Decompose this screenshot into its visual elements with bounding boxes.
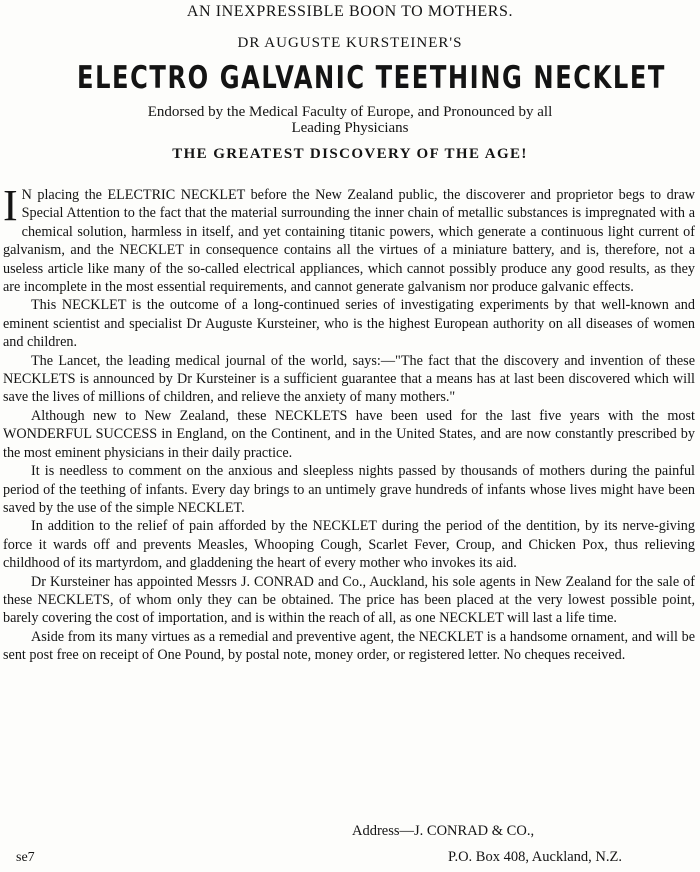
address-line-2: P.O. Box 408, Auckland, N.Z. [448, 849, 622, 865]
endorsement-line-1: Endorsed by the Medical Faculty of Europe, and Pronounced by all [147, 104, 553, 120]
ad-code: se7 [16, 850, 35, 865]
paragraph-2: This NECKLET is the outcome of a long-continued series of investigating experiments by that well-known and eminent scientist and specialist Dr Auguste Kursteiner, who is the highest European authority on all diseases of women and children. [3, 297, 695, 351]
address-line-1: Address—J. CONRAD & CO., [352, 823, 535, 839]
ad-endorsement [0, 104, 700, 136]
ad-tagline: THE GREATEST DISCOVERY OF THE AGE! [172, 146, 528, 162]
paragraph-5: It is needless to comment on the anxious and sleepless nights passed by thousands of mothers during the painful period of the teething of infants. Every day brings to an untimely grave hundreds of infants whose lives might have been saved by the use of the simple NECKLET. [3, 463, 695, 516]
ad-kicker: AN INEXPRESSIBLE BOON TO MOTHERS. [186, 3, 514, 20]
ad-byline: DR AUGUSTE KURSTEINER'S [237, 35, 463, 51]
paragraph-6: In addition to the relief of pain afforded by the NECKLET during the period of the dentition, by its nerve-giving force it wards off and prevents Measles, Whooping Cough, Scarlet Fever, Croup, and Chicken Pox, thus relieving childhood of its martyrdom, and gladdening the heart of every mother who invokes its aid. [3, 518, 695, 572]
paragraph-1 [3, 181, 695, 296]
paragraph-8: Aside from its many virtues as a remedial and preventive agent, the NECKLET is a handsome ornament, and will be sent post free on receipt of One Pound, by postal note, money order, or registered letter. No cheques received. [3, 628, 695, 664]
endorsement-line-2: Leading Physicians [291, 120, 409, 136]
ad-title: ELECTRO GALVANIC TEETHING NECKLET [77, 60, 666, 96]
paragraph-4: Although new to New Zealand, these NECKLETS have been used for the last five years with the most WONDERFUL SUCCESS in England, on the Continent, and in the United States, and are now constantly prescribed by the most eminent physicians in their daily practice. [3, 407, 695, 461]
paragraph-7: Dr Kursteiner has appointed Messrs J. CONRAD and Co., Auckland, his sole agents in New Zealand for the sale of these NECKLETS, of whom only they can be obtained. The price has been placed at the very lowest possible point, barely covering the cost of importation, and is within the reach of all, as one NECKLET will last a life time. [3, 573, 695, 627]
paragraph-3: The Lancet, the leading medical journal of the world, says:—"The fact that the discovery and invention of these NECKLETS is announced by Dr Kursteiner is a sufficient guarantee that a means has at last been discovered which will save the lives of millions of children, and relieve the anxiety of many mothers." [3, 352, 695, 406]
ad-body [3, 181, 695, 665]
dropcap: I [3, 181, 18, 230]
paragraph-1-text: N placing the ELECTRIC NECKLET before the New Zealand public, the discoverer and proprietor begs to draw Special Attention to the fact that the material surrounding the inner chain of metallic substances is impregnated with a chemical solution, harmless in itself, and yet containing titanic powers, which generate a continuous light current of galvanism, and the NECKLET in consequence contains all the virtues of a miniature battery, and is, therefore, not a useless article like many of the so-called electrical appliances, which cannot possibly produce any good results, as they are incomplete in the most essential requirements, and cannot generate galvanism nor produce galvanic effects. [3, 187, 695, 296]
